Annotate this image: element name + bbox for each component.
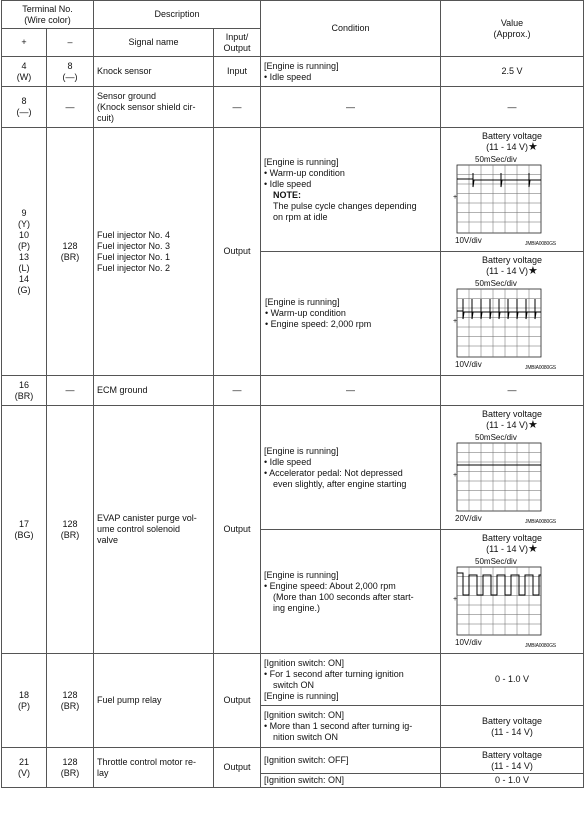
scope-signal	[457, 299, 541, 319]
signal-name: Knock sensor	[94, 57, 214, 87]
description-header: Description	[94, 1, 261, 29]
io: Output	[214, 748, 261, 788]
star-icon: ★	[528, 265, 538, 277]
terminal-minus: 128 (BR)	[47, 748, 94, 788]
terminal-table	[1, 0, 584, 788]
svg-text:+: +	[453, 194, 458, 201]
io: —	[214, 376, 261, 406]
io: Input	[214, 57, 261, 87]
condition: [Ignition switch: OFF]	[261, 748, 441, 774]
condition: —	[261, 376, 441, 406]
signal-name: Throttle control motor re- lay	[94, 748, 214, 788]
terminal-plus: 17 (BG)	[2, 406, 47, 654]
signal-name: ECM ground	[94, 376, 214, 406]
condition: [Engine is running] • Idle speed • Accelerator pedal: Not depressed even slightly, after engine starting	[261, 406, 441, 530]
signal-name-header: Signal name	[94, 29, 214, 57]
condition: [Ignition switch: ON] • More than 1 second after turning ig- nition switch ON	[261, 706, 441, 748]
minus-header: –	[47, 29, 94, 57]
terminal-no-header: Terminal No. (Wire color)	[2, 1, 94, 29]
scope-signal	[457, 173, 541, 187]
value: —	[441, 376, 584, 406]
value: 2.5 V	[441, 57, 584, 87]
oscilloscope-waveform: 50mSec/div + 10V/div JMBIA0080GS	[453, 279, 556, 371]
value: 0 - 1.0 V	[441, 654, 584, 706]
value: 0 - 1.0 V	[441, 774, 584, 788]
scope-grid	[457, 443, 541, 511]
value-header: Value (Approx.)	[441, 1, 584, 57]
svg-text:+: +	[453, 472, 458, 479]
condition: [Ignition switch: ON]	[261, 774, 441, 788]
value: Battery voltage (11 - 14 V)	[441, 706, 584, 748]
scope-grid	[457, 165, 541, 233]
terminal-minus: 8 (—)	[47, 57, 94, 87]
terminal-plus: 21 (V)	[2, 748, 47, 788]
note-label: NOTE:	[273, 189, 302, 200]
terminal-plus: 8 (—)	[2, 87, 47, 128]
condition: [Engine is running] • Engine speed: About 2,000 rpm (More than 100 seconds after start- ing engine.)	[261, 530, 441, 654]
signal-name: Sensor ground (Knock sensor shield cir- cuit)	[94, 87, 214, 128]
star-icon: ★	[528, 141, 538, 153]
condition: —	[261, 87, 441, 128]
value: Battery voltage (11 - 14 V)★ 50mSec/div + 10V/div JMBIA0080GS	[441, 252, 584, 376]
terminal-minus: —	[47, 376, 94, 406]
signal-name: EVAP canister purge vol- ume control solenoid valve	[94, 406, 214, 654]
input-output-header: Input/ Output	[214, 29, 261, 57]
condition: [Engine is running] • Warm-up condition • Idle speed NOTE: The pulse cycle changes depending on rpm at idle	[261, 128, 441, 252]
terminal-minus: 128 (BR)	[47, 128, 94, 376]
oscilloscope-waveform: 50mSec/div + 20V/div JMBIA0080GS	[453, 433, 556, 525]
plus-header: +	[2, 29, 47, 57]
star-icon: ★	[528, 543, 538, 555]
io: Output	[214, 128, 261, 376]
oscilloscope-waveform: 50mSec/div + 10V/div JMBIA0080GS	[453, 155, 556, 247]
table-row	[2, 128, 584, 252]
value: Battery voltage (11 - 14 V)★ 50mSec/div + 20V/div JMBIA0080GS	[441, 406, 584, 530]
value: Battery voltage (11 - 14 V)	[441, 748, 584, 774]
terminal-plus: 18 (P)	[2, 654, 47, 748]
table-row	[2, 654, 584, 706]
signal-name: Fuel injector No. 4 Fuel injector No. 3 Fuel injector No. 1 Fuel injector No. 2	[94, 128, 214, 376]
value: Battery voltage (11 - 14 V)★ 50mSec/div + 10V/div JMBIA0080GS	[441, 530, 584, 654]
io: —	[214, 87, 261, 128]
condition: [Ignition switch: ON] • For 1 second after turning ignition switch ON [Engine is running]	[261, 654, 441, 706]
value: Battery voltage (11 - 14 V)★ 50mSec/div + 10V/div JMBIA0080GS	[441, 128, 584, 252]
terminal-minus: —	[47, 87, 94, 128]
table-row	[2, 748, 584, 774]
table-row	[2, 87, 584, 128]
oscilloscope-waveform: 50mSec/div + 10V/div JMBIA0080GS	[453, 557, 556, 649]
table-row	[2, 376, 584, 406]
signal-name: Fuel pump relay	[94, 654, 214, 748]
terminal-minus: 128 (BR)	[47, 406, 94, 654]
terminal-plus: 4 (W)	[2, 57, 47, 87]
condition: [Engine is running] • Idle speed	[261, 57, 441, 87]
io: Output	[214, 406, 261, 654]
terminal-plus: 9 (Y) 10 (P) 13 (L) 14 (G)	[2, 128, 47, 376]
star-icon: ★	[528, 419, 538, 431]
condition-header: Condition	[261, 1, 441, 57]
scope-grid	[457, 567, 541, 635]
terminal-minus: 128 (BR)	[47, 654, 94, 748]
svg-text:+: +	[453, 318, 458, 325]
condition: [Engine is running] • Warm-up condition • Engine speed: 2,000 rpm	[261, 252, 441, 376]
table-row	[2, 57, 584, 87]
io: Output	[214, 654, 261, 748]
terminal-plus: 16 (BR)	[2, 376, 47, 406]
value: —	[441, 87, 584, 128]
table-row	[2, 406, 584, 530]
svg-text:+: +	[453, 596, 458, 603]
